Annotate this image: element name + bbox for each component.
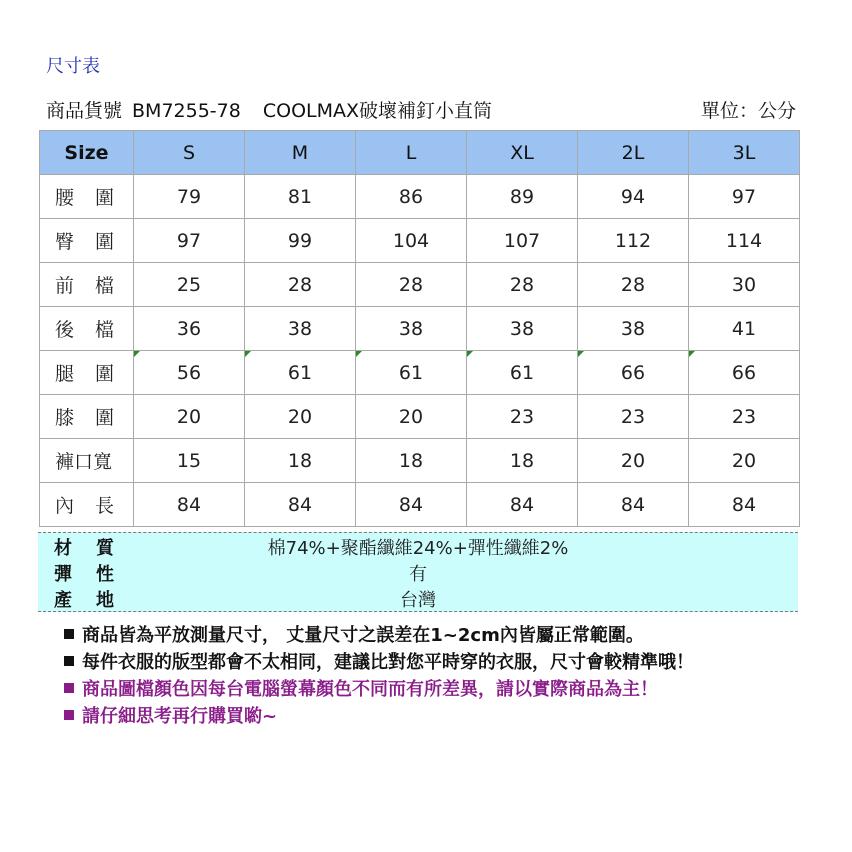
- table-cell: 84: [467, 483, 578, 527]
- product-code: BM7255-78: [132, 100, 241, 122]
- comment-marker-icon: [356, 351, 362, 357]
- note-item: 商品圖檔顏色因每台電腦螢幕顏色不同而有所差異，請以實際商品為主！: [64, 676, 804, 703]
- info-value: 棉74%+聚酯纖維24%+彈性纖維2%: [267, 538, 569, 559]
- info-key: 產 地: [54, 590, 114, 611]
- square-bullet-icon: [64, 656, 74, 666]
- table-row: [40, 219, 800, 263]
- table-cell: 28: [356, 263, 467, 307]
- info-row-origin: [38, 586, 798, 612]
- table-cell: 97: [689, 175, 800, 219]
- row-label: 腰 圍: [40, 175, 134, 219]
- table-cell: 20: [356, 395, 467, 439]
- comment-marker-icon: [134, 351, 140, 357]
- table-row: [40, 483, 800, 527]
- table-cell: 38: [578, 307, 689, 351]
- info-value: 有: [409, 564, 427, 585]
- column-header: XL: [467, 131, 578, 175]
- table-row: [40, 395, 800, 439]
- table-cell: 23: [467, 395, 578, 439]
- table-cell: 94: [578, 175, 689, 219]
- table-cell: 38: [356, 307, 467, 351]
- unit-label: 單位：公分: [700, 100, 796, 122]
- table-cell: 104: [356, 219, 467, 263]
- table-cell: 18: [245, 439, 356, 483]
- table-cell: 97: [134, 219, 245, 263]
- product-name: COOLMAX破壞補釘小直筒: [262, 100, 493, 122]
- table-row: [40, 263, 800, 307]
- product-info: [46, 96, 492, 123]
- table-cell: 28: [245, 263, 356, 307]
- table-cell: 30: [689, 263, 800, 307]
- table-cell: 66: [578, 351, 689, 395]
- size-header-row: [40, 131, 800, 175]
- table-cell: 38: [467, 307, 578, 351]
- page-title: 尺寸表: [46, 56, 100, 77]
- row-label: 腿 圍: [40, 351, 134, 395]
- table-cell: 38: [245, 307, 356, 351]
- column-header: M: [245, 131, 356, 175]
- table-row: [40, 175, 800, 219]
- table-cell: 56: [134, 351, 245, 395]
- comment-marker-icon: [689, 351, 695, 357]
- table-cell: 107: [467, 219, 578, 263]
- table-cell: 89: [467, 175, 578, 219]
- column-header: 3L: [689, 131, 800, 175]
- table-cell: 28: [467, 263, 578, 307]
- table-cell: 36: [134, 307, 245, 351]
- table-cell: 28: [578, 263, 689, 307]
- table-cell: 18: [356, 439, 467, 483]
- table-cell: 20: [245, 395, 356, 439]
- table-cell: 99: [245, 219, 356, 263]
- info-row-elasticity: [38, 560, 798, 586]
- table-row: [40, 307, 800, 351]
- table-cell: 86: [356, 175, 467, 219]
- info-key: 材 質: [54, 538, 114, 559]
- table-cell: 84: [134, 483, 245, 527]
- note-item: 商品皆為平放測量尺寸， 丈量尺寸之誤差在1~2cm內皆屬正常範圍。: [64, 622, 804, 649]
- table-cell: 20: [134, 395, 245, 439]
- column-header: 2L: [578, 131, 689, 175]
- info-value: 台灣: [400, 590, 436, 611]
- table-cell: 61: [467, 351, 578, 395]
- square-bullet-icon: [64, 710, 74, 720]
- table-cell: 20: [578, 439, 689, 483]
- table-cell: 84: [689, 483, 800, 527]
- column-header: L: [356, 131, 467, 175]
- notes-list: [64, 622, 804, 730]
- table-cell: 20: [689, 439, 800, 483]
- row-label: 後 檔: [40, 307, 134, 351]
- table-cell: 114: [689, 219, 800, 263]
- square-bullet-icon: [64, 629, 74, 639]
- product-header: [46, 96, 796, 122]
- comment-marker-icon: [578, 351, 584, 357]
- material-info-panel: [38, 532, 798, 612]
- row-label: 內 長: [40, 483, 134, 527]
- table-cell: 112: [578, 219, 689, 263]
- row-label: 前 檔: [40, 263, 134, 307]
- info-key: 彈 性: [54, 564, 114, 585]
- table-cell: 81: [245, 175, 356, 219]
- table-cell: 84: [245, 483, 356, 527]
- table-cell: 25: [134, 263, 245, 307]
- table-cell: 66: [689, 351, 800, 395]
- row-label: 褲口寬: [40, 439, 134, 483]
- row-label: 臀 圍: [40, 219, 134, 263]
- table-cell: 79: [134, 175, 245, 219]
- square-bullet-icon: [64, 683, 74, 693]
- info-row-material: [38, 534, 798, 560]
- size-table: [39, 130, 800, 527]
- table-cell: 23: [689, 395, 800, 439]
- table-cell: 61: [245, 351, 356, 395]
- note-item: 請仔細思考再行購買喲~: [64, 703, 804, 730]
- table-row: [40, 439, 800, 483]
- row-label: 膝 圍: [40, 395, 134, 439]
- table-cell: 41: [689, 307, 800, 351]
- table-cell: 84: [356, 483, 467, 527]
- column-header: Size: [40, 131, 134, 175]
- product-label: 商品貨號: [46, 100, 123, 122]
- table-cell: 23: [578, 395, 689, 439]
- comment-marker-icon: [467, 351, 473, 357]
- table-row: [40, 351, 800, 395]
- table-cell: 18: [467, 439, 578, 483]
- comment-marker-icon: [245, 351, 251, 357]
- table-cell: 84: [578, 483, 689, 527]
- column-header: S: [134, 131, 245, 175]
- note-item: 每件衣服的版型都會不太相同，建議比對您平時穿的衣服，尺寸會較精準哦！: [64, 649, 804, 676]
- table-cell: 61: [356, 351, 467, 395]
- table-cell: 15: [134, 439, 245, 483]
